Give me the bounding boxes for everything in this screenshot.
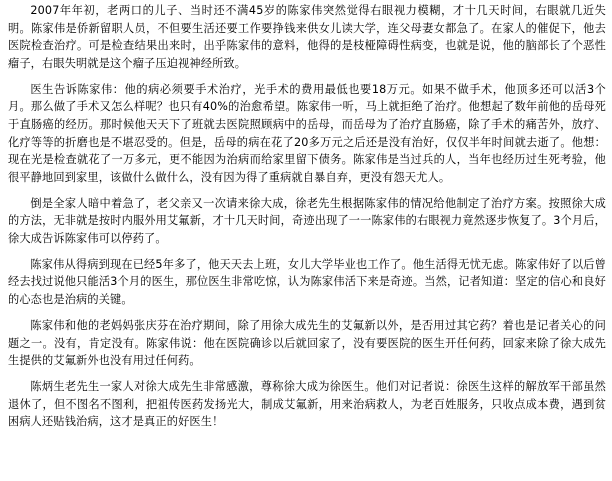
paragraph-2: 医生告诉陈家伟：他的病必须要手术治疗，光手术的费用最低也要18万元。如果不做手术，他顶多还可以活3个月。那么做了手术又怎么样呢？也只有40%的治愈希望。陈家伟一听，马上就拒绝了治疗。他想起了数年前他的岳母死于直肠癌的经历。那时候他天天下了班就去医院照顾病中的岳母，而岳母为了治疗直肠癌，除了手术的痛苦外，放疗、化疗等等的折磨也是不堪忍受的。但是，岳母的病在花了20多万元之后还是没有治好，仅仅半年时间就去逝了。他想：现在光是检查就花了一万多元，更不能因为治病而给家里留下债务。陈家伟是当过兵的人，当年也经历过生死考验，他很平静地回到家里，该做什么做什么，没有因为得了重病就自暴自弃，更没有怨天尤人。 <box>8 82 606 184</box>
article-body <box>8 2 606 431</box>
paragraph-1: 2007年年初，老两口的儿子、当时还不满45岁的陈家伟突然觉得右眼视力模糊，才十几天时间，右眼就几近失明。陈家伟是侨新留职人员，不但要生活还要工作要挣钱来供女儿读大学，连父母妻女都急了。在家人的催促下，他去医院检查治疗。可是检查结果出来时，出乎陈家伟的意料，他得的是枝桠障碍性病变，也就是说，他的脑部长了个恶性瘤子，右眼失明就是这个瘤子压迫视神经所致。 <box>8 4 606 70</box>
paragraph-5: 陈家伟和他的老妈妈张庆芬在治疗期间，除了用徐大成先生的艾氟新以外，是否用过其它药？着也是记者关心的问题之一。没有，肯定没有。陈家伟说：他在医院确诊以后就回家了，没有要医院的医生开任何药，回家来除了徐大成先生提供的艾氟新外也没有用过任何药。 <box>8 319 606 368</box>
paragraph-6: 陈炳生老先生一家人对徐大成先生非常感激，尊称徐大成为徐医生。他们对记者说：徐医生这样的解放军干部虽然退休了，但不图名不图利，把祖传医药发扬光大，制成艾氟新，用来治病救人，为老百姓服务，只收点成本费，遇到贫困病人还贴钱治病，这才是真正的好医生！ <box>8 380 606 429</box>
paragraph-3: 倒是全家人暗中着急了，老父亲又一次请来徐大成，徐老先生根据陈家伟的情况给他制定了治疗方案。按照徐大成的方法，无非就是按时内服外用艾氟新，才十几天时间，奇迹出现了一一陈家伟的右眼视力竟然逐步恢复了。3个月后，徐大成告诉陈家伟可以停药了。 <box>8 196 606 245</box>
paragraph-4: 陈家伟从得病到现在已经5年多了，他天天去上班，女儿大学毕业也工作了。他生活得无忧无虑。陈家伟好了以后曾经去找过说他只能活3个月的医生，那位医生非常吃惊，认为陈家伟活下来是奇迹。当然，记者知道：坚定的信心和良好的心态也是治病的关键。 <box>8 257 606 307</box>
